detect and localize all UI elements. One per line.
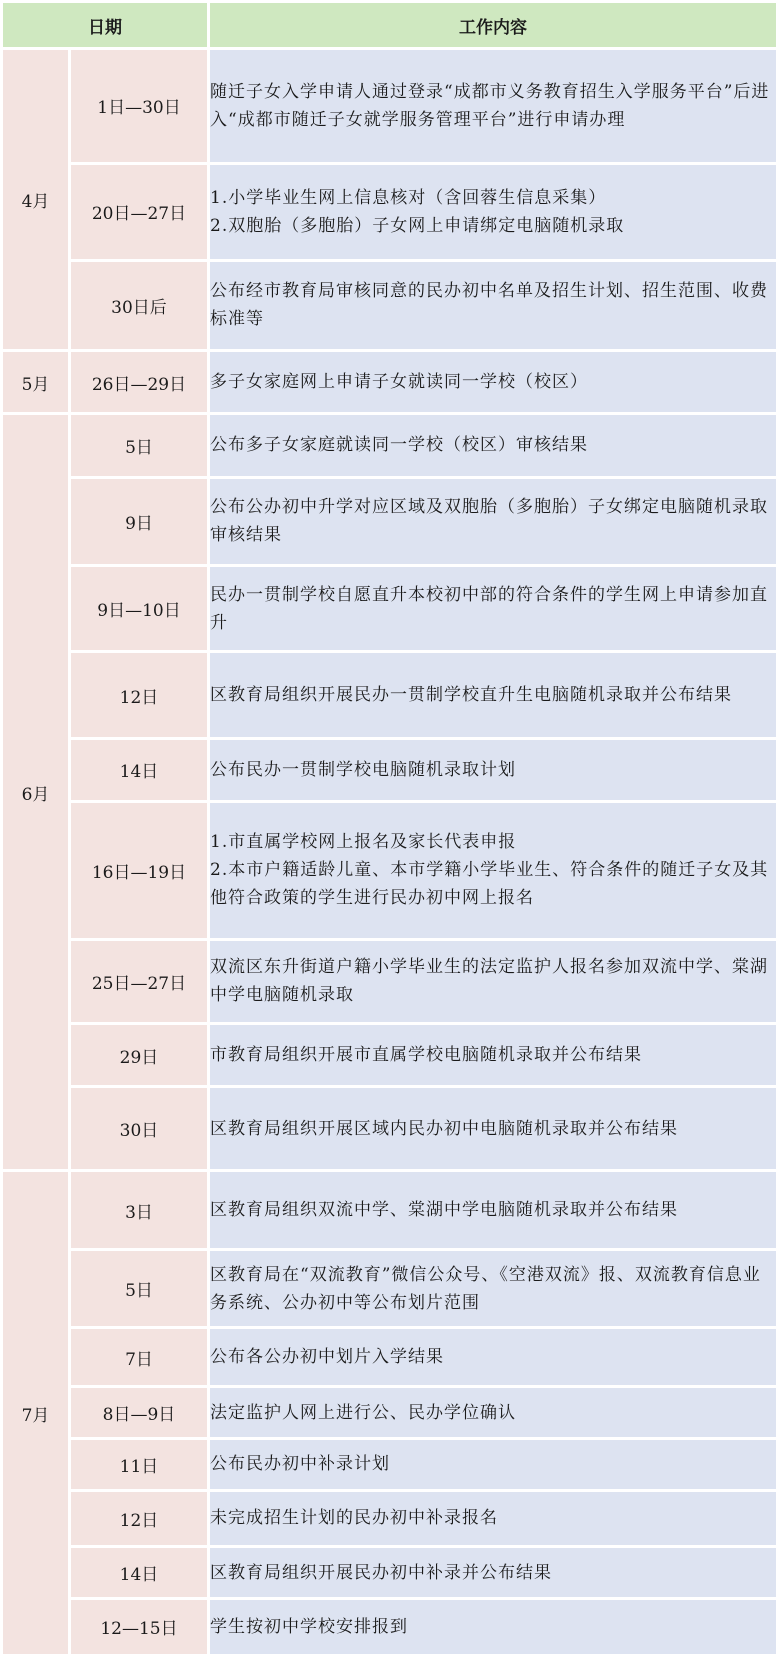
content-cell: 双流区东升街道户籍小学毕业生的法定监护人报名参加双流中学、棠湖中学电脑随机录取 <box>209 939 776 1023</box>
date-cell: 14日 <box>70 738 209 801</box>
date-cell: 12—15日 <box>70 1598 209 1655</box>
content-cell: 随迁子女入学申请人通过登录“成都市义务教育招生入学服务平台”后进入“成都市随迁子女就学服务管理平台”进行申请办理 <box>209 49 776 164</box>
table-row <box>2 652 776 738</box>
content-cell: 区教育局组织开展民办初中补录并公布结果 <box>209 1547 776 1599</box>
table-row <box>2 1438 776 1490</box>
table-row <box>2 351 776 414</box>
header-content: 工作内容 <box>209 2 776 49</box>
content-cell: 公布多子女家庭就读同一学校（校区）审核结果 <box>209 414 776 477</box>
table-row <box>2 1024 776 1087</box>
date-cell: 9日 <box>70 477 209 565</box>
content-cell: 区教育局组织开展民办一贯制学校直升生电脑随机录取并公布结果 <box>209 652 776 738</box>
table-row <box>2 801 776 939</box>
table-row <box>2 1490 776 1547</box>
table-row <box>2 1087 776 1171</box>
month-cell: 6月 <box>2 414 70 1171</box>
month-cell: 4月 <box>2 49 70 351</box>
content-cell: 公布经市教育局审核同意的民办初中名单及招生计划、招生范围、收费标准等 <box>209 260 776 351</box>
content-cell: 区教育局组织开展区域内民办初中电脑随机录取并公布结果 <box>209 1087 776 1171</box>
content-cell: 区教育局在“双流教育”微信公众号、《空港双流》报、双流教育信息业务系统、公办初中等公布划片范围 <box>209 1250 776 1328</box>
content-cell: 公布各公办初中划片入学结果 <box>209 1328 776 1387</box>
table-row <box>2 163 776 260</box>
date-cell: 29日 <box>70 1024 209 1087</box>
content-cell: 公布民办一贯制学校电脑随机录取计划 <box>209 738 776 801</box>
table-row <box>2 1547 776 1599</box>
content-cell: 法定监护人网上进行公、民办学位确认 <box>209 1387 776 1439</box>
table-row <box>2 1171 776 1250</box>
content-cell: 市教育局组织开展市直属学校电脑随机录取并公布结果 <box>209 1024 776 1087</box>
table-row <box>2 1598 776 1655</box>
table-header-row <box>2 2 776 49</box>
date-cell: 9日—10日 <box>70 566 209 652</box>
content-cell: 1.市直属学校网上报名及家长代表申报 2.本市户籍适龄儿童、本市学籍小学毕业生、符合条件的随迁子女及其他符合政策的学生进行民办初中网上报名 <box>209 801 776 939</box>
table-row <box>2 477 776 565</box>
date-cell: 3日 <box>70 1171 209 1250</box>
date-cell: 12日 <box>70 1490 209 1547</box>
table-row <box>2 1328 776 1387</box>
table-row <box>2 49 776 164</box>
date-cell: 16日—19日 <box>70 801 209 939</box>
date-cell: 11日 <box>70 1438 209 1490</box>
content-cell: 1.小学毕业生网上信息核对（含回蓉生信息采集） 2.双胞胎（多胞胎）子女网上申请绑定电脑随机录取 <box>209 163 776 260</box>
content-cell: 公布民办初中补录计划 <box>209 1438 776 1490</box>
date-cell: 5日 <box>70 1250 209 1328</box>
date-cell: 8日—9日 <box>70 1387 209 1439</box>
date-cell: 30日后 <box>70 260 209 351</box>
table-row <box>2 939 776 1023</box>
content-cell: 学生按初中学校安排报到 <box>209 1598 776 1655</box>
content-cell: 多子女家庭网上申请子女就读同一学校（校区） <box>209 351 776 414</box>
table-row <box>2 566 776 652</box>
date-cell: 14日 <box>70 1547 209 1599</box>
content-cell: 区教育局组织双流中学、棠湖中学电脑随机录取并公布结果 <box>209 1171 776 1250</box>
content-cell: 未完成招生计划的民办初中补录报名 <box>209 1490 776 1547</box>
date-cell: 1日—30日 <box>70 49 209 164</box>
table-row <box>2 260 776 351</box>
date-cell: 12日 <box>70 652 209 738</box>
table-row <box>2 738 776 801</box>
table-row <box>2 414 776 477</box>
content-cell: 民办一贯制学校自愿直升本校初中部的符合条件的学生网上申请参加直升 <box>209 566 776 652</box>
table-row <box>2 1250 776 1328</box>
date-cell: 5日 <box>70 414 209 477</box>
date-cell: 30日 <box>70 1087 209 1171</box>
date-cell: 20日—27日 <box>70 163 209 260</box>
table-row <box>2 1387 776 1439</box>
month-cell: 7月 <box>2 1171 70 1656</box>
header-date: 日期 <box>2 2 209 49</box>
table-body <box>2 49 776 1656</box>
date-cell: 7日 <box>70 1328 209 1387</box>
date-cell: 26日—29日 <box>70 351 209 414</box>
content-cell: 公布公办初中升学对应区域及双胞胎（多胞胎）子女绑定电脑随机录取审核结果 <box>209 477 776 565</box>
month-cell: 5月 <box>2 351 70 414</box>
date-cell: 25日—27日 <box>70 939 209 1023</box>
